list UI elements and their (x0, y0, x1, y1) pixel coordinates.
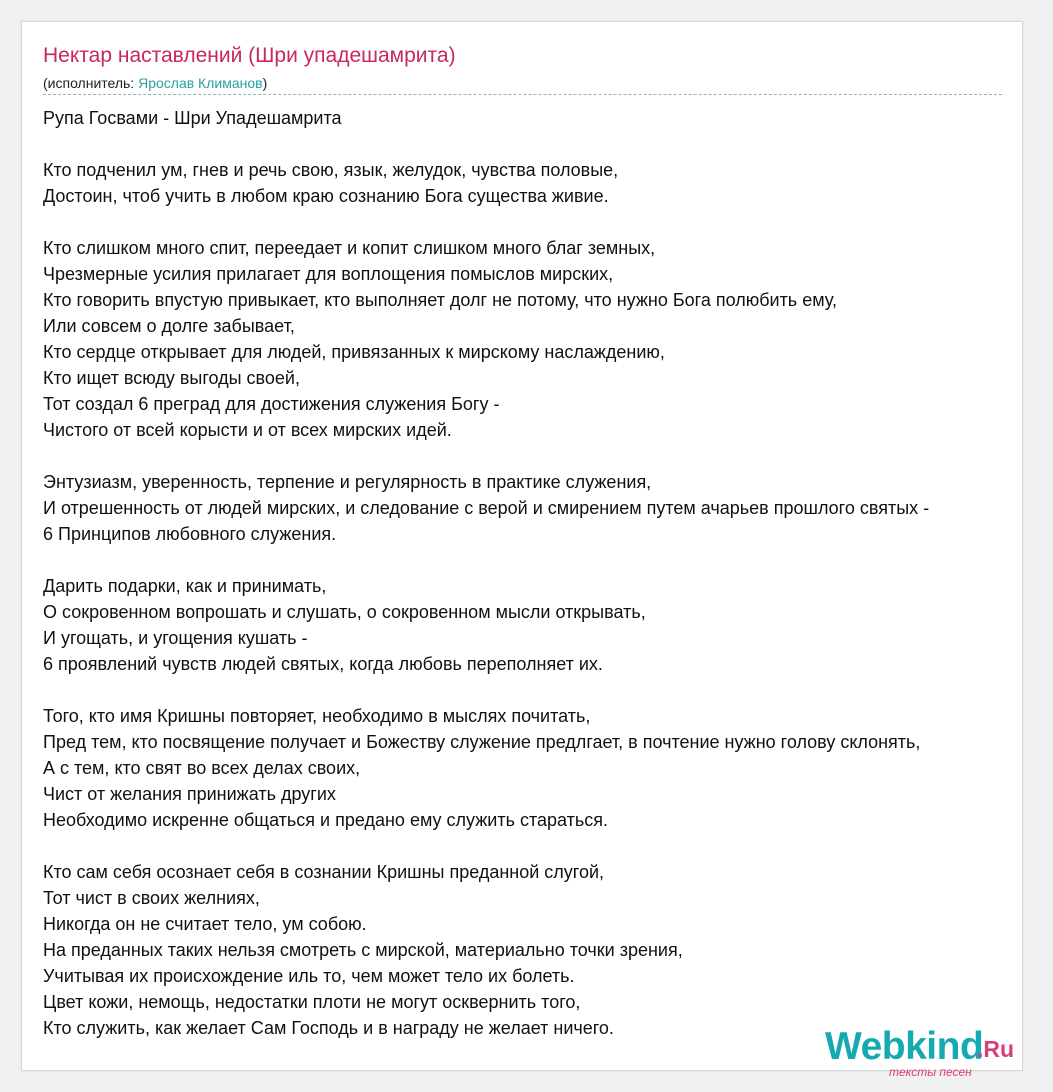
lyric-line: Достоин, чтоб учить в любом краю сознанию Бога существа живие. (43, 186, 609, 206)
lyric-line: Учитывая их происхождение иль то, чем может тело их болеть. (43, 966, 575, 986)
lyrics-card (21, 21, 1023, 1079)
lyric-line: И угощать, и угощения кушать - (43, 628, 308, 648)
lyric-line: Того, кто имя Кришны повторяет, необходимо в мыслях почитать, (43, 706, 591, 726)
lyric-line: Или совсем о долге забывает, (43, 316, 295, 336)
lyric-line (43, 443, 1053, 469)
lyric-line: Чрезмерные усилия прилагает для воплощения помыслов мирских, (43, 264, 614, 284)
lyric-line: На преданных таких нельзя смотреть с мирской, материально точки зрения, (43, 940, 683, 960)
lyric-line: Кто сердце открывает для людей, привязанных к мирскому наслаждению, (43, 342, 665, 362)
lyric-line: Тот чист в своих желниях, (43, 888, 260, 908)
artist-line (43, 75, 267, 91)
lyric-line: Дарить подарки, как и принимать, (43, 576, 327, 596)
lyrics-text (43, 105, 1053, 1041)
lyric-line (43, 833, 1053, 859)
lyric-line: 6 проявлений чувств людей святых, когда любовь переполняет их. (43, 654, 603, 674)
lyric-line: А с тем, кто свят во всех делах своих, (43, 758, 361, 778)
lyric-line: Пред тем, кто посвящение получает и Божеству служение предлгает, в почтение нужно голову склонять, (43, 732, 921, 752)
lyric-line: Кто говорить впустую привыкает, кто выполняет долг не потому, что нужно Бога полюбить ему, (43, 290, 837, 310)
lyric-line: Кто слишком много спит, переедает и копит слишком много благ земных, (43, 238, 656, 258)
header-divider (43, 94, 1002, 95)
lyric-line: Никогда он не считает тело, ум собою. (43, 914, 367, 934)
lyric-line: Чистого от всей корысти и от всех мирских идей. (43, 420, 452, 440)
artist-prefix: (исполнитель: (43, 75, 139, 91)
lyric-line: Кто подченил ум, гнев и речь свою, язык, желудок, чувства половые, (43, 160, 619, 180)
lyric-line (43, 547, 1053, 573)
logo-name: Webkind (825, 1025, 984, 1068)
artist-link[interactable]: Ярослав Климанов (138, 75, 263, 91)
lyric-line: Кто сам себя осознает себя в сознании Кришны преданной слугой, (43, 862, 605, 882)
song-title: Нектар наставлений (Шри упадешамрита) (43, 44, 456, 67)
artist-suffix: ) (262, 75, 268, 91)
logo-tld: .Ru (977, 1036, 1015, 1062)
lyric-line: Цвет кожи, немощь, недостатки плоти не могут осквернить того, (43, 992, 581, 1012)
lyric-line: И отрешенность от людей мирских, и следование с верой и смирением путем ачарьев прошлого святых - (43, 498, 930, 518)
site-logo[interactable] (825, 1025, 1025, 1079)
logo-tagline: тексты песен (889, 1065, 972, 1079)
lyric-line: Кто ищет всюду выгоды своей, (43, 368, 300, 388)
lyric-line: Рупа Госвами - Шри Упадешамрита (43, 108, 342, 128)
lyric-line: Энтузиазм, уверенность, терпение и регулярность в практике служения, (43, 472, 652, 492)
lyric-line: 6 Принципов любовного служения. (43, 524, 337, 544)
lyric-line: О сокровенном вопрошать и слушать, о сокровенном мысли открывать, (43, 602, 646, 622)
lyric-line: Чист от желания принижать других (43, 784, 336, 804)
lyric-line (43, 131, 1053, 157)
lyric-line (43, 677, 1053, 703)
lyric-line: Необходимо искренне общаться и предано ему служить стараться. (43, 810, 609, 830)
lyric-line: Кто служить, как желает Сам Господь и в награду не желает ничего. (43, 1018, 614, 1038)
lyric-line: Тот создал 6 преград для достижения служения Богу - (43, 394, 500, 414)
lyric-line (43, 209, 1053, 235)
